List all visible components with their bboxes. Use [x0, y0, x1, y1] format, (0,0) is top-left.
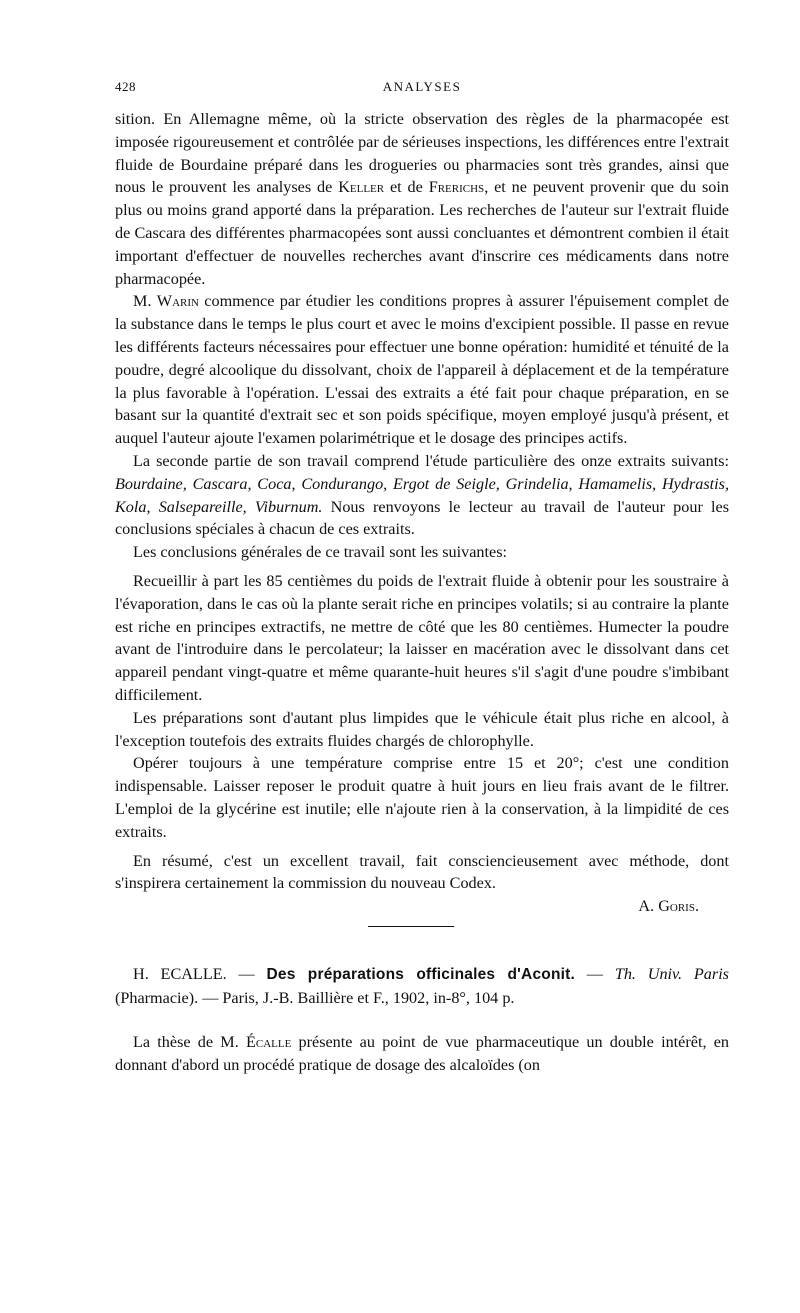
- running-title: ANALYSES: [382, 79, 462, 94]
- author-ecalle: Écalle: [245, 1033, 292, 1052]
- author-keller: Keller: [338, 178, 385, 197]
- review-title: Des préparations officinales d'Aconit.: [266, 965, 575, 983]
- signature: A. Goris.: [638, 897, 699, 916]
- page-header: [115, 76, 729, 98]
- page-number: 428: [115, 79, 136, 94]
- author-frerichs: Frerichs: [428, 178, 485, 197]
- paragraph-7: Opérer toujours à une température comprise entre 15 et 20°; c'est une condition indispensable. Laisser reposer le produit quatre à huit jours en lieu frais avant de le filtrer. L'emploi de la glycérine est inutile; elle n'ajoute rien à la conservation, à la limpidité de ces extraits.: [115, 754, 729, 841]
- paragraph-1: sition. En Allemagne même, où la stricte observation des règles de la pharmacopée est imposée rigoureusement et contrôlée par de sérieuses inspections, les différences entre l'extrait fluide de Bourdaine préparé dans les drogueries ou pharmacies sont très grandes, ainsi que nous le prouvent les analyses de Keller et de Frerichs, et ne peuvent provenir que du soin plus ou moins grand apporté dans la préparation. Les recherches de l'auteur sur l'extrait fluide de Cascara des différentes pharmacopées sont aussi concluantes et démontrent combien il était important d'effectuer de nouvelles recherches avant d'inscrire ces médicaments dans notre pharmacopée.: [115, 110, 729, 288]
- review-thesis: Th. Univ. Paris: [614, 964, 729, 983]
- review-heading: H. ECALLE. — Des préparations officinales d'Aconit. — Th. Univ. Paris (Pharmacie). — Paris, J.-B. Baillière et F., 1902, in-8°, 104 p.: [115, 964, 729, 1007]
- paragraph-5: Recueillir à part les 85 centièmes du poids de l'extrait fluide à obtenir pour les soustraire à l'évaporation, dans le cas où la plante serait riche en principes volatils; si au contraire la plante est riche en principes extractifs, ne mettre de côté que les 80 centièmes. Humecter la poudre avant de l'introduire dans le percolateur; la laisser en macération avec le dissolvant dans cet appareil pendant vingt-quatre et même quarante-huit heures s'il s'agit d'une poudre s'imbibant difficilement.: [115, 571, 729, 704]
- author-warin: Warin: [156, 292, 199, 311]
- paragraph-6: Les préparations sont d'autant plus limpides que le véhicule était plus riche en alcool, à l'exception toutefois des extraits fluides chargés de chlorophylle.: [115, 708, 729, 750]
- paragraph-9: La thèse de M. Écalle présente au point de vue pharmaceutique un double intérêt, en donnant d'abord un procédé pratique de dosage des alcaloïdes (on: [115, 1033, 729, 1075]
- paragraph-2: M. Warin commence par étudier les conditions propres à assurer l'épuisement complet de la substance dans le temps le plus court et avec le moins d'excipient possible. Il passe en revue les différents facteurs nécessaires pour effectuer une bonne opération: humidité et ténuité de la poudre, degré alcoolique du dissolvant, choix de l'appareil à déplacement et de la température la plus favorable à l'opération. L'essai des extraits a été fait pour chaque préparation, en se basant sur la quantité d'extrait sec et son poids spécifique, moyen employé jusqu'à présent, et auquel l'auteur ajoute l'examen polarimétrique et le dosage des principes actifs.: [115, 292, 730, 448]
- article-body: [115, 108, 729, 1077]
- review-publication: (Pharmacie). — Paris, J.-B. Baillière et F., 1902, in-8°, 104 p.: [115, 988, 515, 1007]
- paragraph-8: En résumé, c'est un excellent travail, fait consciencieusement avec méthode, dont s'inspirera certainement la commission du nouveau Codex.: [115, 851, 729, 893]
- paragraph-3: La seconde partie de son travail comprend l'étude particulière des onze extraits suivants: Bourdaine, Cascara, Coca, Condurango, Ergot de Seigle, Grindelia, Hamamelis, Hydrastis, Kola, Salsepareille, Viburnum. Nous renvoyons le lecteur au travail de l'auteur pour les conclusions spéciales à chacun de ces extraits.: [115, 451, 729, 539]
- extract-list: Bourdaine, Cascara, Coca, Condurango, Ergot de Seigle, Grindelia, Hamamelis, Hydrastis, Kola, Salsepareille, Viburnum.: [115, 474, 729, 516]
- page: [115, 76, 729, 1077]
- paragraph-4: Les conclusions générales de ce travail sont les suivantes:: [133, 543, 507, 562]
- review-author: H. ECALLE.: [133, 964, 227, 983]
- section-divider: [368, 926, 454, 927]
